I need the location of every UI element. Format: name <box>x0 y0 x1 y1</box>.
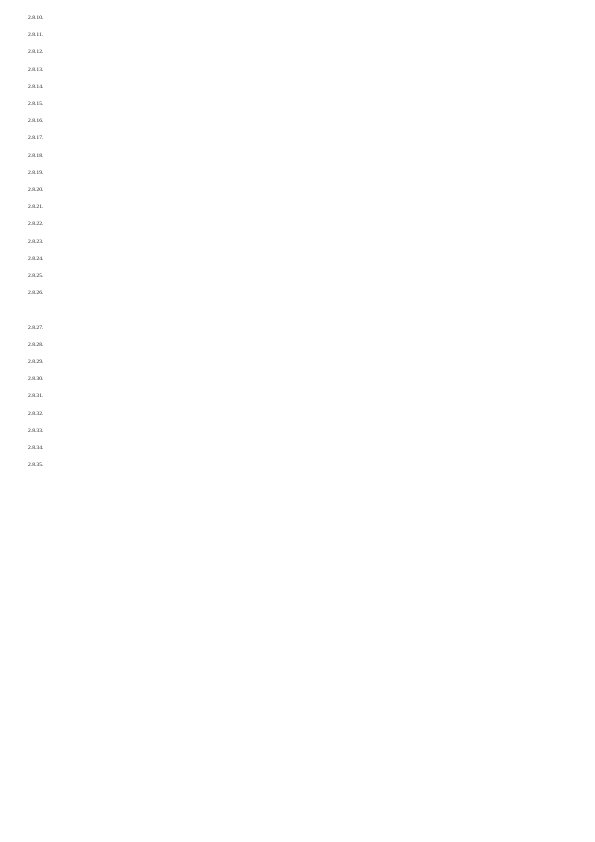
clause-paragraph <box>28 83 570 91</box>
clause-paragraph <box>28 100 570 108</box>
clause-paragraph <box>28 358 570 366</box>
clause-paragraph <box>28 238 570 246</box>
clause-number: 2.8.33. <box>28 427 44 434</box>
clause-paragraph <box>28 31 570 39</box>
clause-number: 2.8.22. <box>28 221 44 228</box>
document-page <box>28 14 570 478</box>
clause-paragraph <box>28 324 570 332</box>
clause-paragraph <box>28 255 570 263</box>
clause-number: 2.8.30. <box>28 376 44 383</box>
clause-number: 2.8.26. <box>28 290 44 297</box>
clause-number: 2.8.21. <box>28 204 44 211</box>
clause-paragraph <box>28 444 570 452</box>
clause-paragraph <box>28 48 570 56</box>
clause-paragraph <box>28 152 570 160</box>
clause-number: 2.8.32. <box>28 410 44 417</box>
clause-number: 2.8.15. <box>28 101 44 108</box>
clause-paragraph <box>28 66 570 74</box>
clause-paragraph <box>28 117 570 125</box>
clause-number: 2.8.34. <box>28 445 44 452</box>
clause-number: 2.8.20. <box>28 187 44 194</box>
clause-number: 2.8.12. <box>28 49 44 56</box>
clause-paragraph <box>28 169 570 177</box>
clause-number: 2.8.10. <box>28 15 44 21</box>
clause-number: 2.8.19. <box>28 169 44 176</box>
clause-paragraph <box>28 289 570 297</box>
clause-paragraph <box>28 272 570 280</box>
clause-paragraph <box>28 220 570 228</box>
clause-paragraph <box>28 461 570 469</box>
clause-number: 2.8.28. <box>28 341 44 348</box>
clause-number: 2.8.29. <box>28 359 44 366</box>
clause-paragraph <box>28 186 570 194</box>
clause-number: 2.8.23. <box>28 238 44 245</box>
clause-paragraph <box>28 375 570 383</box>
clause-number: 2.8.11. <box>28 32 44 39</box>
clause-number: 2.8.27. <box>28 324 44 331</box>
clause-paragraph <box>28 134 570 142</box>
clause-number: 2.8.13. <box>28 66 44 73</box>
clause-number: 2.8.31. <box>28 393 44 400</box>
clause-paragraph <box>28 427 570 435</box>
clause-number: 2.8.18. <box>28 152 44 159</box>
clause-number: 2.8.16. <box>28 118 44 125</box>
clause-number: 2.8.25. <box>28 273 44 280</box>
clause-number: 2.8.35. <box>28 462 44 469</box>
clause-paragraph <box>28 410 570 418</box>
clause-number: 2.8.24. <box>28 255 44 262</box>
clause-paragraph <box>28 306 570 314</box>
clause-paragraph <box>28 392 570 400</box>
clause-paragraph <box>28 203 570 211</box>
clause-number: 2.8.17. <box>28 135 44 142</box>
clause-number: 2.8.14. <box>28 83 44 90</box>
clause-paragraph <box>28 14 570 22</box>
clause-paragraph <box>28 341 570 349</box>
